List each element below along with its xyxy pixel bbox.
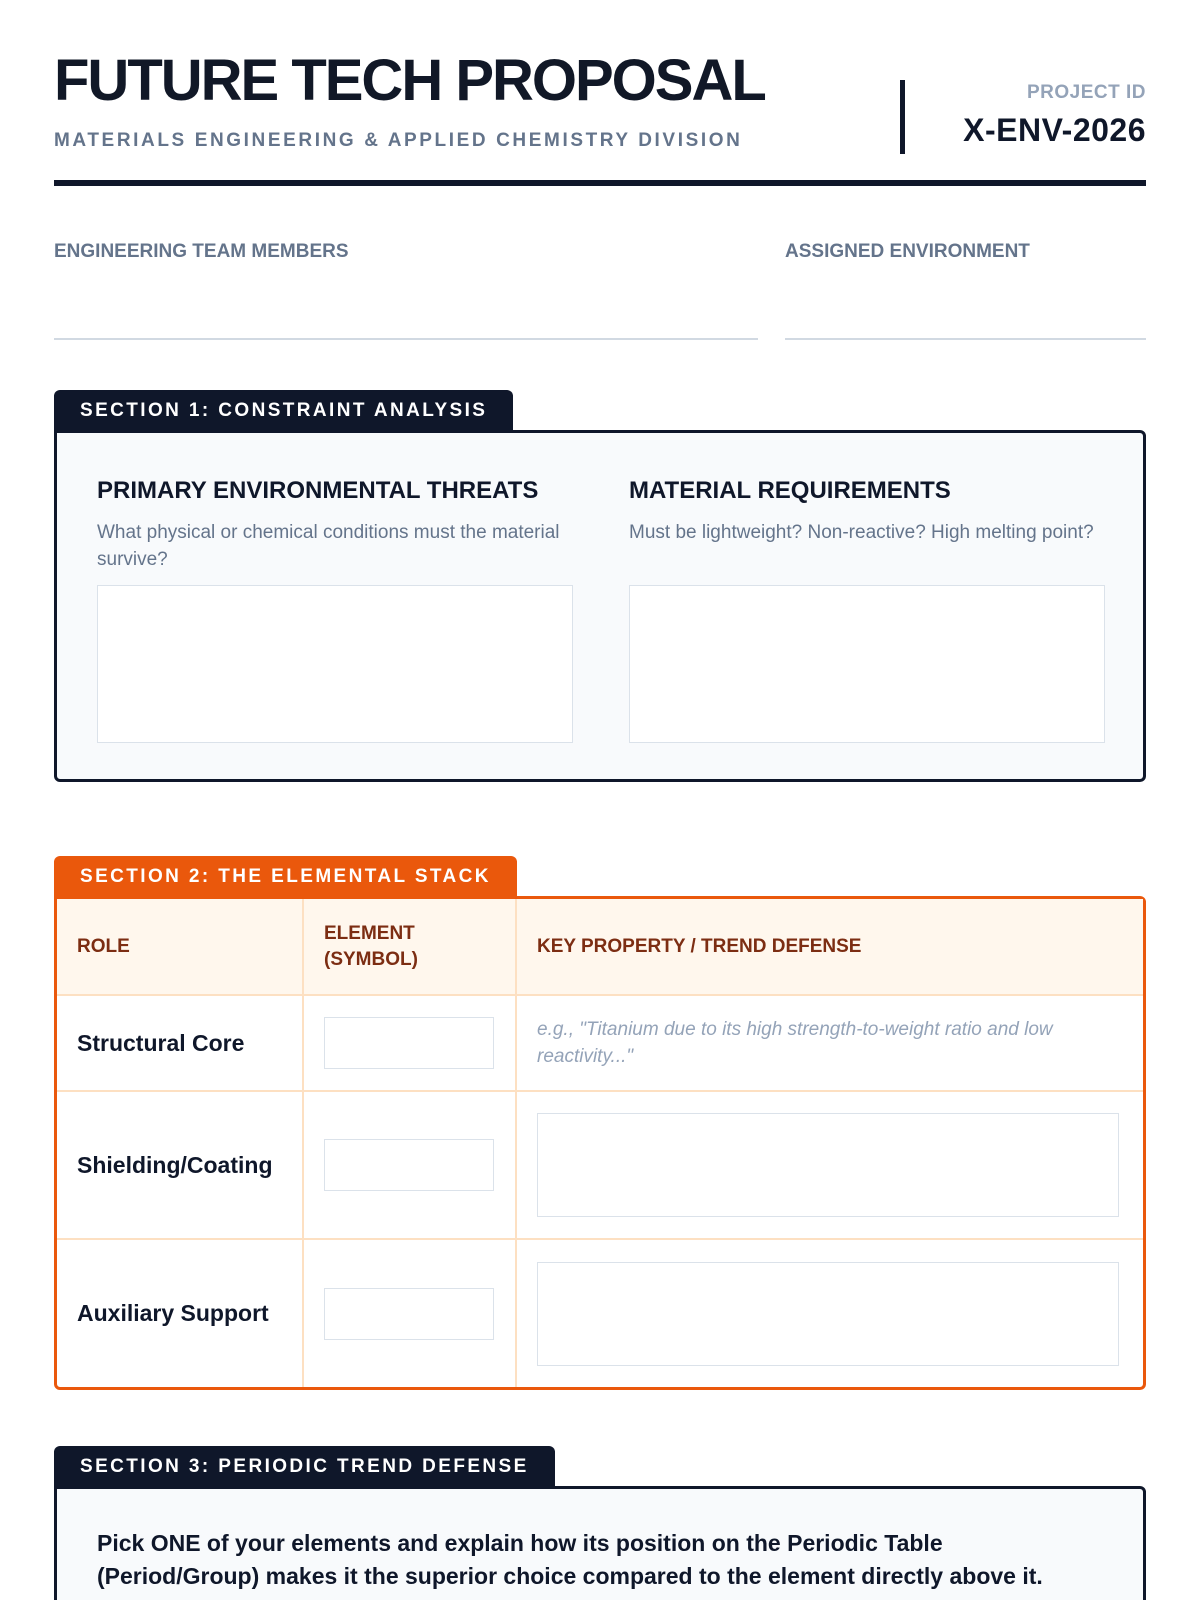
requirements-hint: Must be lightweight? Non-reactive? High melting point?	[629, 522, 1094, 543]
project-id-label: PROJECT ID	[1026, 82, 1146, 103]
property-cell	[516, 1239, 1143, 1387]
element-symbol-input[interactable]	[324, 1288, 494, 1340]
header-property: KEY PROPERTY / TREND DEFENSE	[516, 899, 1143, 995]
threats-input[interactable]	[97, 585, 573, 743]
header-element-label: ELEMENT (SYMBOL)	[324, 922, 418, 970]
property-placeholder: e.g., "Titanium due to its high strength-to-weight ratio and low reactivity..."	[537, 1019, 1053, 1067]
team-fields	[54, 186, 1146, 338]
division-subtitle: MATERIALS ENGINEERING & APPLIED CHEMISTRY DIVISION	[54, 130, 743, 151]
table-header-row	[57, 899, 1143, 995]
page-title: FUTURE TECH PROPOSAL	[54, 48, 765, 113]
project-id-value: X-ENV-2026	[963, 112, 1146, 148]
section-3-tab: SECTION 3: PERIODIC TREND DEFENSE	[54, 1446, 555, 1488]
table-row	[57, 1091, 1143, 1239]
team-members-field[interactable]	[54, 338, 758, 340]
element-symbol-input[interactable]	[324, 1017, 494, 1069]
section-2-box	[54, 896, 1146, 1390]
team-members-label: ENGINEERING TEAM MEMBERS	[54, 241, 349, 262]
header-element	[303, 899, 516, 995]
environment-label: ASSIGNED ENVIRONMENT	[785, 241, 1030, 262]
section-1-box	[54, 430, 1146, 782]
element-symbol-input[interactable]	[324, 1139, 494, 1191]
header-role: ROLE	[57, 899, 303, 995]
property-input[interactable]	[537, 1262, 1119, 1366]
environment-field[interactable]	[785, 338, 1146, 340]
project-id-divider	[900, 80, 905, 154]
section-2-tab: SECTION 2: THE ELEMENTAL STACK	[54, 856, 517, 898]
threats-title: PRIMARY ENVIRONMENTAL THREATS	[97, 477, 539, 504]
property-input[interactable]	[537, 1113, 1119, 1217]
table-row	[57, 1239, 1143, 1387]
elemental-stack-table	[57, 899, 1143, 1387]
section-constraint-analysis	[54, 390, 1146, 782]
section-1-tab: SECTION 1: CONSTRAINT ANALYSIS	[54, 390, 513, 432]
section-3-box	[54, 1486, 1146, 1600]
table-row	[57, 995, 1143, 1091]
role-structural-core: Structural Core	[57, 995, 303, 1091]
property-cell[interactable]	[516, 995, 1143, 1091]
trend-defense-prompt: Pick ONE of your elements and explain how its position on the Periodic Table (Period/Group) makes it the superior choice compared to the element directly above it.	[97, 1530, 1043, 1589]
requirements-input[interactable]	[629, 585, 1105, 743]
document-header	[54, 0, 1146, 186]
element-cell	[303, 1239, 516, 1387]
role-auxiliary-support: Auxiliary Support	[57, 1239, 303, 1387]
element-cell	[303, 1091, 516, 1239]
role-shielding-coating: Shielding/Coating	[57, 1091, 303, 1239]
element-cell	[303, 995, 516, 1091]
threats-hint: What physical or chemical conditions must the material survive?	[97, 522, 560, 570]
property-cell	[516, 1091, 1143, 1239]
requirements-title: MATERIAL REQUIREMENTS	[629, 477, 951, 504]
section-elemental-stack	[54, 856, 1146, 1390]
section-periodic-trend-defense	[54, 1446, 1146, 1600]
